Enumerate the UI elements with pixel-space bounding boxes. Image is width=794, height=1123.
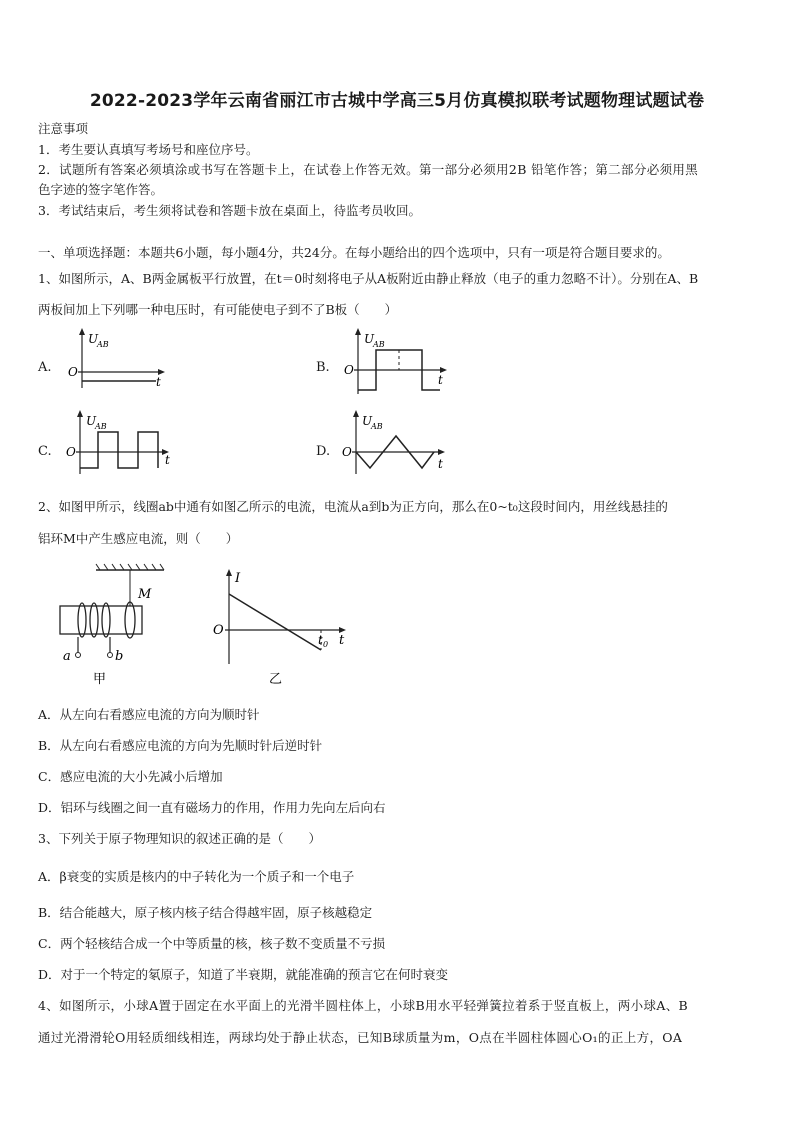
label-a: a (63, 649, 71, 664)
graph-ysub: AB (95, 422, 107, 431)
q3-option-c: C．两个轻核结合成一个中等质量的核，核子数不变质量不亏损 (38, 936, 386, 951)
caption-jia: 甲 (93, 672, 107, 687)
q1-graph-c (62, 408, 182, 476)
notes-item: 2．试题所有答案必须填涂或书写在答题卡上，在试卷上作答无效。第一部分必须用2B 铅笔作答；第二部分必须用黑 (38, 162, 699, 177)
caption-yi: 乙 (269, 672, 283, 687)
label-b: b (115, 649, 124, 664)
label-o: O (213, 623, 224, 638)
graph-xlabel: t (165, 453, 170, 467)
graph-origin: O (66, 445, 76, 459)
graph-xlabel: t (156, 375, 161, 389)
q3-option-d: D．对于一个特定的氡原子，知道了半衰期，就能准确的预言它在何时衰变 (38, 967, 449, 982)
graph-ysub: AB (371, 422, 383, 431)
q1-option-c-label: C. (38, 444, 52, 459)
q4-stem-line1: 4、如图所示，小球A置于固定在水平面上的光滑半圆柱体上，小球B用水平轻弹簧拉着系于竖直板上，两小球A、B (38, 998, 689, 1013)
notes-item: 色字迹的签字笔作答。 (38, 182, 164, 197)
q3-stem: 3、下列关于原子物理知识的叙述正确的是（ ） (38, 831, 321, 846)
graph-ylabel: U (88, 332, 99, 346)
graph-ylabel: U (362, 414, 373, 428)
label-t0-sub: 0 (323, 640, 329, 649)
notes-item: 1．考生要认真填写考场号和座位序号。 (38, 142, 259, 157)
q2-option-a: A．从左向右看感应电流的方向为顺时针 (38, 707, 260, 722)
q3-option-b: B．结合能越大，原子核内核子结合得越牢固，原子核越稳定 (38, 905, 373, 920)
graph-ylabel: U (86, 414, 97, 428)
q1-stem-line1: 1、如图所示，A、B两金属板平行放置，在t＝0时刻将电子从A板附近由静止释放（电子的重力忽略不计）。分别在A、B (38, 271, 699, 286)
graph-ysub: AB (97, 340, 109, 349)
label-t0: t (318, 633, 323, 647)
q2-stem-line1: 2、如图甲所示，线圈ab中通有如图乙所示的电流，电流从a到b为正方向，那么在0~t₀这段时间内，用丝线悬挂的 (38, 499, 668, 514)
graph-origin: O (68, 365, 78, 379)
label-m: M (138, 587, 152, 602)
q2-stem-line2: 铝环M中产生感应电流，则（ ） (38, 531, 239, 546)
q2-option-c: C．感应电流的大小先减小后增加 (38, 769, 223, 784)
q2-figure-current-graph (205, 566, 355, 690)
graph-origin: O (344, 363, 354, 377)
q3-option-a: A．β衰变的实质是核内的中子转化为一个质子和一个电子 (38, 869, 355, 884)
label-t: t (339, 633, 345, 648)
q2-option-b: B．从左向右看感应电流的方向为先顺时针后逆时针 (38, 738, 323, 753)
q1-option-d-label: D. (316, 444, 331, 459)
notes-item: 3．考试结束后，考生须将试卷和答题卡放在桌面上，待监考员收回。 (38, 203, 421, 218)
section-heading: 一、单项选择题：本题共6小题，每小题4分，共24分。在每小题给出的四个选项中，只有一项是符合题目要求的。 (38, 245, 670, 260)
notes-heading: 注意事项 (38, 121, 89, 136)
graph-xlabel: t (438, 373, 443, 387)
graph-ysub: AB (373, 340, 385, 349)
q1-option-b-label: B. (316, 360, 330, 375)
q4-stem-line2: 通过光滑滑轮O用轻质细线相连，两球均处于静止状态，已知B球质量为m，O点在半圆柱体圆心O₁的正上方，OA (38, 1030, 683, 1045)
page-title: 2022-2023学年云南省丽江市古城中学高三5月仿真模拟联考试题物理试题试卷 (89, 91, 705, 111)
graph-origin: O (342, 445, 352, 459)
q1-stem-line2: 两板间加上下列哪一种电压时，有可能使电子到不了B板（ ） (38, 302, 398, 317)
q2-figure-coil (52, 562, 172, 690)
q2-option-d: D．铝环与线圈之间一直有磁场力的作用，作用力先向左后向右 (38, 800, 386, 815)
label-i: I (235, 571, 241, 586)
q1-graph-d (338, 408, 453, 476)
graph-ylabel: U (364, 332, 375, 346)
graph-xlabel: t (438, 457, 443, 471)
q1-graph-a (62, 326, 172, 390)
q1-option-a-label: A. (38, 360, 52, 375)
q1-graph-b (340, 326, 452, 396)
